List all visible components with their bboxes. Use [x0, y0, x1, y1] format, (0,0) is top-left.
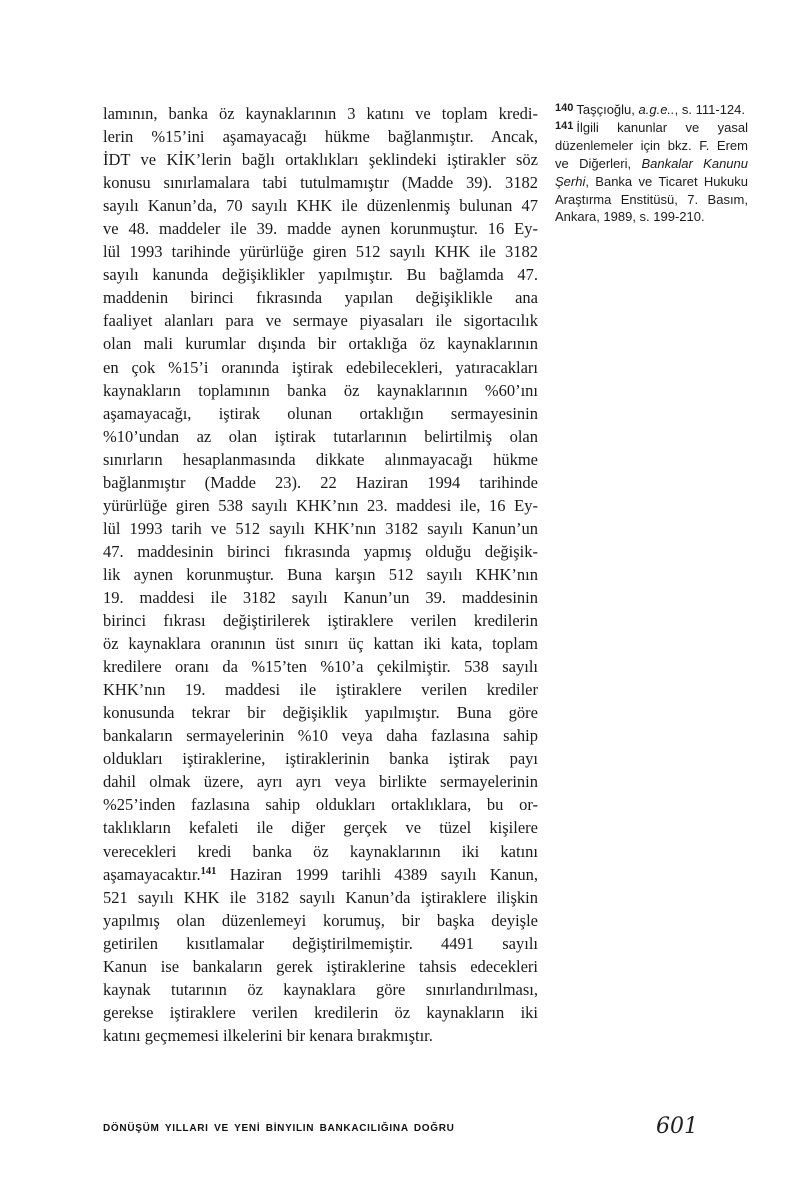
- body-text-line: 19. maddesi ile 3182 sayılı Kanun’un 39. maddesinin: [103, 587, 538, 607]
- footnote-reference-141: 141: [200, 865, 217, 877]
- body-text-line: lül 1993 tarihinde yürürlüğe giren 512 sayılı KHK ile 3182: [103, 242, 538, 262]
- page-number: 601: [656, 1114, 698, 1139]
- body-text-line: [103, 863, 538, 886]
- body-text-line: ve 48. maddeler ile 39. madde aynen korunmuştur. 16 Ey-: [103, 219, 538, 239]
- body-text-line: konusunda tekrar bir değişiklik yapılmıştır. Buna göre: [103, 703, 538, 723]
- body-text-line: sayılı Kanun’da, 70 sayılı KHK ile düzenlenmiş bulunan 47: [103, 196, 538, 216]
- body-text-line: konusu sınırlamalara tabi tutulmamıştır (Madde 39). 3182: [103, 173, 538, 193]
- body-text-line: gerekse iştiraklere verilen kredilerin öz kaynakların iki: [103, 1002, 538, 1022]
- footnote-141: [555, 119, 748, 226]
- body-text-line: yapılmış olan düzenlemeyi korumuş, bir başka deyişle: [103, 910, 538, 930]
- body-text-line: sınırların hesaplanmasında dikkate alınmayacağı hükme: [103, 449, 538, 469]
- body-text-column: [103, 102, 538, 1047]
- body-text-line: 521 sayılı KHK ile 3182 sayılı Kanun’da iştiraklere ilişkin: [103, 887, 538, 907]
- body-text-line: bağlanmıştır (Madde 23). 22 Haziran 1994 tarihinde: [103, 472, 538, 492]
- footnote-number: 141: [555, 119, 574, 132]
- body-text-line: getirilen kısıtlamalar değiştirilmemiştir. 4491 sayılı: [103, 933, 538, 953]
- body-text-line: 47. maddesinin birinci fıkrasında yapmış olduğu değişik-: [103, 541, 538, 561]
- body-text-line: kredilere oranı da %15’ten %10’a çekilmiştir. 538 sayılı: [103, 657, 538, 677]
- footnotes-sidebar: [555, 101, 748, 226]
- body-text-line: Kanun ise bankaların gerek iştiraklerine tahsis edecekleri: [103, 956, 538, 976]
- footnote-text: , s. 111-124.: [674, 102, 745, 117]
- footnote-number: 140: [555, 102, 574, 114]
- body-text-line: taklıkların kefaleti ile diğer gerçek ve tüzel kişilere: [103, 818, 538, 838]
- footnote-citation-title: a.g.e..: [638, 102, 675, 117]
- footnote-text: İlgili kanunlar ve yasal düzenlemeler için bkz. F. Erem ve Diğerleri,: [555, 119, 748, 171]
- body-text-line: verecekleri kredi banka öz kaynaklarının iki katını: [103, 841, 538, 861]
- body-text-line: kaynak tutarının öz kaynaklara göre sınırlandırılması,: [103, 979, 538, 999]
- body-text-line: KHK’nın 19. maddesi ile iştiraklere verilen krediler: [103, 680, 538, 700]
- body-text-line: oldukları iştiraklerine, iştiraklerinin banka iştirak payı: [103, 749, 538, 769]
- body-text-line: öz kaynaklara oranının üst sınırı üç kattan iki kata, toplam: [103, 634, 538, 654]
- running-footer-title: DÖNÜŞÜM YILLARI VE YENİ BİNYILIN BANKACILIĞINA DOĞRU: [103, 1123, 455, 1134]
- footnote-text: , Banka ve Ticaret Hukuku Araştırma Enstitüsü, 7. Basım, Ankara, 1989, s. 199-210.: [555, 173, 748, 225]
- body-text-line: %25’inden fazlasına sahip oldukları ortaklıklara, bu or-: [103, 795, 538, 815]
- footnote-citation-title: Bankalar Kanunu Şerhi: [555, 155, 749, 189]
- body-text-line: lik aynen korunmuştur. Buna karşın 512 sayılı KHK’nın: [103, 564, 538, 584]
- body-text-segment: Haziran 1999 tarihli 4389 sayılı Kanun,: [216, 864, 538, 884]
- body-text-line: yürürlüğe giren 538 sayılı KHK’nın 23. maddesi ile, 16 Ey-: [103, 495, 538, 515]
- body-text-line: katını geçmemesi ilkelerini bir kenara bırakmıştır.: [103, 1025, 433, 1045]
- body-text-line: sayılı kanunda değişiklikler yapılmıştır. Bu bağlamda 47.: [103, 265, 538, 285]
- body-text-line: bankaların sermayelerinin %10 veya daha fazlasına sahip: [103, 726, 538, 746]
- body-text-line: dahil olmak üzere, ayrı ayrı veya birlikte sermayelerinin: [103, 772, 538, 792]
- body-text-line: birinci fıkrası değiştirilerek iştiraklere verilen kredilerin: [103, 611, 538, 631]
- body-text-line: lerin %15’ini aşamayacağı hükme bağlanmıştır. Ancak,: [103, 127, 538, 147]
- footnote-140: [555, 101, 748, 119]
- body-text-line: İDT ve KİK’lerin bağlı ortaklıkları şeklindeki iştirakler söz: [103, 150, 538, 170]
- body-text-line: aşamayacağı, iştirak olunan ortaklığın sermayesinin: [103, 403, 538, 423]
- body-text-line: faaliyet alanları para ve sermaye piyasaları ile sigortacılık: [103, 311, 538, 331]
- footnote-text: Taşçıoğlu,: [576, 102, 639, 117]
- body-text-line: maddenin birinci fıkrasında yapılan değişiklikle ana: [103, 288, 538, 308]
- body-text-line: en çok %15’i oranında iştirak edebilecekleri, yatıracakları: [103, 357, 538, 377]
- body-text-segment: aşamayacaktır.: [103, 864, 201, 884]
- body-text-line: %10’undan az olan iştirak tutarlarının belirtilmiş olan: [103, 426, 538, 446]
- body-text-line: lül 1993 tarih ve 512 sayılı KHK’nın 3182 sayılı Kanun’un: [103, 518, 538, 538]
- body-text-line: kaynakların toplamının banka öz kaynaklarının %60’ını: [103, 380, 538, 400]
- body-text-line: olan mali kurumlar dışında bir ortaklığa öz kaynaklarının: [103, 334, 538, 354]
- body-text-line: lamının, banka öz kaynaklarının 3 katını ve toplam kredi-: [103, 104, 538, 123]
